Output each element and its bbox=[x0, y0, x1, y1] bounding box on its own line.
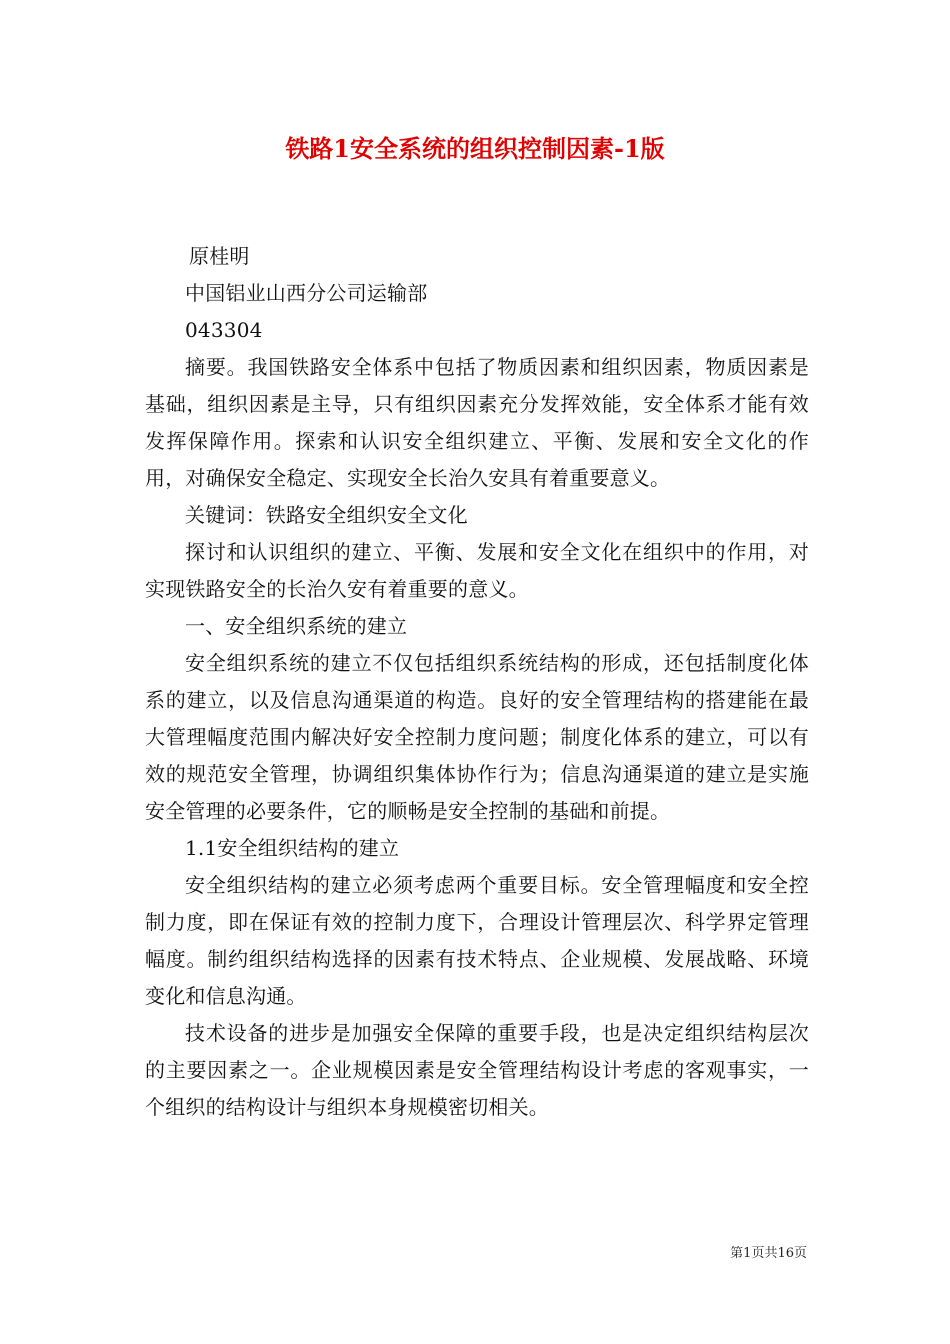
document-title: 铁路1安全系统的组织控制因素-1版 bbox=[285, 134, 665, 163]
author-affiliation: 中国铝业山西分公司运输部 bbox=[185, 281, 428, 305]
author-name: 原桂明 bbox=[189, 244, 250, 268]
subsection-1-1-paragraph-2: 技术设备的进步是加强安全保障的重要手段，也是决定组织结构层次的主要因素之一。企业规模因素是安全管理结构设计考虑的客观事实，一个组织的结构设计与组织本身规模密切相关。 bbox=[145, 1021, 809, 1119]
abstract-paragraph: 摘要。我国铁路安全体系中包括了物质因素和组织因素，物质因素是基础，组织因素是主导，只有组织因素充分发挥效能，安全体系才能有效发挥保障作用。探索和认识安全组织建立、平衡、发展和安全文化的作用，对确保安全稳定、实现安全长治久安具有着重要意义。 bbox=[145, 355, 809, 490]
subsection-1-1-paragraph-1: 安全组织结构的建立必须考虑两个重要目标。安全管理幅度和安全控制力度，即在保证有效的控制力度下，合理设计管理层次、科学界定管理幅度。制约组织结构选择的因素有技术特点、企业规模、发展战略、环境变化和信息沟通。 bbox=[145, 873, 809, 1008]
postal-code: 043304 bbox=[185, 318, 263, 342]
subsection-heading-1-1: 1.1安全组织结构的建立 bbox=[185, 836, 400, 860]
section-heading-1: 一、安全组织系统的建立 bbox=[185, 614, 408, 638]
page-number-footer: 第1页共16页 bbox=[730, 1246, 807, 1261]
keywords-line: 关键词：铁路安全组织安全文化 bbox=[185, 503, 468, 527]
intro-paragraph: 探讨和认识组织的建立、平衡、发展和安全文化在组织中的作用，对实现铁路安全的长治久安有着重要的意义。 bbox=[145, 540, 809, 601]
document-body bbox=[145, 238, 809, 1126]
section-1-paragraph: 安全组织系统的建立不仅包括组织系统结构的形成，还包括制度化体系的建立，以及信息沟通渠道的构造。良好的安全管理结构的搭建能在最大管理幅度范围内解决好安全控制力度问题；制度化体系的建立，可以有效的规范安全管理，协调组织集体协作行为；信息沟通渠道的建立是实施安全管理的必要条件，它的顺畅是安全控制的基础和前提。 bbox=[145, 651, 809, 823]
